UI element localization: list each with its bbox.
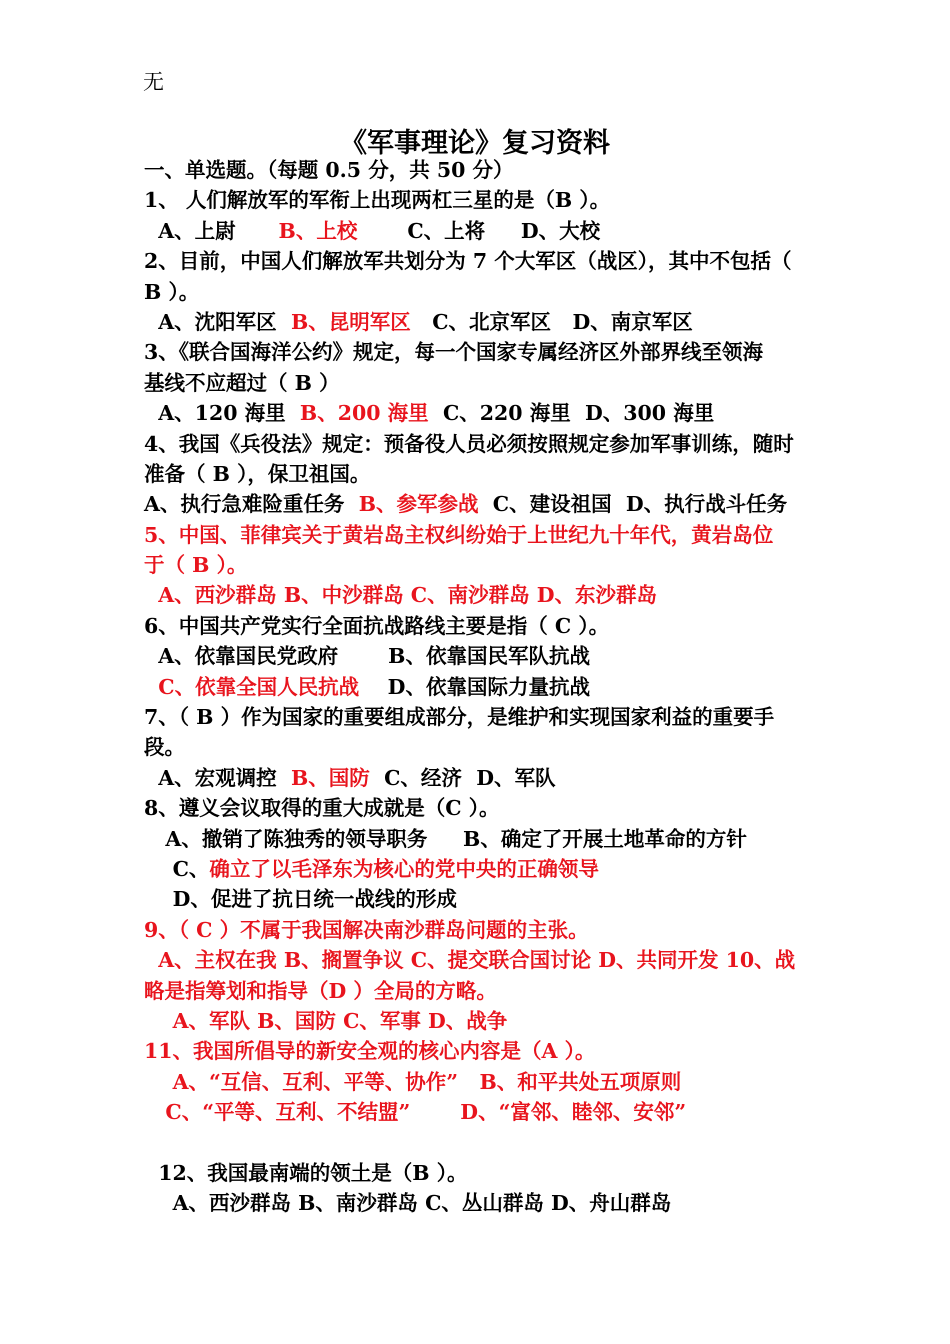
page-title: 《军事理论》复习资料 [340,128,610,159]
question-5-line2: 于（ B ）。 [144,553,248,578]
option-d: D、执行战斗任务 [625,492,788,517]
option-a: A、120 海里 [158,401,286,426]
option-c-answer: 确立了以毛泽东为核心的党中央的正确领导 [209,856,599,881]
question-3-line2: 基线不应超过（ B ） [144,370,340,395]
option-d: D、“富邻、睦邻、安邻” [460,1100,687,1125]
options-text: A、西沙群岛 B、中沙群岛 C、南沙群岛 D、东沙群岛 [158,583,658,608]
question-11: 11、我国所倡导的新安全观的核心内容是（A ）。 [144,1039,596,1064]
option-b-answer: B、昆明军区 [290,309,411,334]
question-4-line1: 4、我国《兵役法》规定：预备役人员必须按照规定参加军事训练，随时 [144,431,794,456]
question-12 [144,1158,814,1188]
question-10-options [144,1006,814,1036]
option-c-answer: C、依靠全国人民抗战 [158,674,360,699]
option-d: D、300 海里 [584,401,715,426]
options-text: A、西沙群岛 B、南沙群岛 C、丛山群岛 D、舟山群岛 [172,1191,672,1216]
option-b: B、确定了开展土地革命的方针 [463,826,747,851]
option-d: D、依靠国际力量抗战 [387,674,590,699]
option-a-answer: A、“互信、互利、平等、协作” [172,1069,459,1094]
question-10: 略是指筹划和指导（D ）全局的方略。 [144,978,497,1003]
option-a: A、撤销了陈独秀的领导职务 [165,826,428,851]
option-b-answer: B、国防 [290,765,370,790]
question-8-option-c [144,854,814,884]
option-b: B、依靠国民军队抗战 [388,644,590,669]
question-1: 1、 人们解放军的军衔上出现两杠三星的是（B ）。 [144,188,611,213]
question-6: 6、中国共产党实行全面抗战路线主要是指（ C ）。 [144,613,610,638]
question-6-options-cd [144,672,814,702]
blank-line [144,1128,814,1158]
option-a: A、沈阳军区 [158,309,277,334]
option-a: A、执行急难险重任务 [144,492,345,517]
option-c: C、经济 [384,765,462,790]
option-b-answer: B、上校 [278,218,358,243]
option-a: A、宏观调控 [158,765,277,790]
option-b-answer: B、参军参战 [358,492,479,517]
question-8: 8、遵义会议取得的重大成就是（C ）。 [144,796,500,821]
option-c: C、建设祖国 [492,492,612,517]
question-8-options-ab [144,824,814,854]
question-4-options [144,489,814,519]
question-2-line1: 2、目前，中国人们解放军共划分为 7 个大军区（战区），其中不包括（ [144,249,792,274]
option-b-answer: B、200 海里 [299,401,429,426]
option-c-prefix: C、 [172,856,210,881]
question-9: 9、（ C ）不属于我国解决南沙群岛问题的主张。 [144,917,589,942]
question-4-line2: 准备（ B ），保卫祖国。 [144,461,371,486]
question-5-options [144,580,814,610]
header-note: 无 [143,70,164,94]
option-d: D、军队 [476,765,556,790]
question-12-text: 12、我国最南端的领土是（B ）。 [158,1160,468,1185]
question-7-line2: 段。 [144,735,185,760]
option-a: A、依靠国民党政府 [158,644,339,669]
question-9-options [144,945,814,975]
question-3-line1: 3、《联合国海洋公约》规定，每一个国家专属经济区外部界线至领海 [144,340,764,365]
document-body [144,155,814,1219]
question-6-options-ab [144,641,814,671]
option-d: D、促进了抗日统一战线的形成 [172,887,457,912]
question-7-line1: 7、（ B ）作为国家的重要组成部分，是维护和实现国家利益的重要手 [144,705,775,730]
option-c: C、“平等、互利、不结盟” [165,1100,411,1125]
option-a: A、上尉 [158,218,236,243]
question-8-option-d [144,884,814,914]
question-11-options-ab [144,1067,814,1097]
question-3-options [144,398,814,428]
section-heading: 一、单选题。（每题 0.5 分，共 50 分） [144,158,514,182]
question-1-options [144,216,814,246]
question-2-line2: B ）。 [144,279,200,304]
option-c: C、北京军区 [432,309,552,334]
question-12-options [144,1188,814,1218]
question-7-options [144,763,814,793]
options-text: A、军队 B、国防 C、军事 D、战争 [172,1008,508,1033]
question-11-options-cd [144,1097,814,1127]
question-5-line1: 5、中国、菲律宾关于黄岩岛主权纠纷始于上世纪九十年代，黄岩岛位 [144,522,774,547]
option-d: D、大校 [520,218,601,243]
option-b: B、和平共处五项原则 [479,1069,682,1094]
options-text: A、主权在我 B、搁置争议 C、提交联合国讨论 D、共同开发 10、战 [158,948,796,973]
question-2-options [144,307,814,337]
option-c: C、上将 [407,218,486,243]
option-c: C、220 海里 [442,401,571,426]
option-d: D、南京军区 [572,309,693,334]
